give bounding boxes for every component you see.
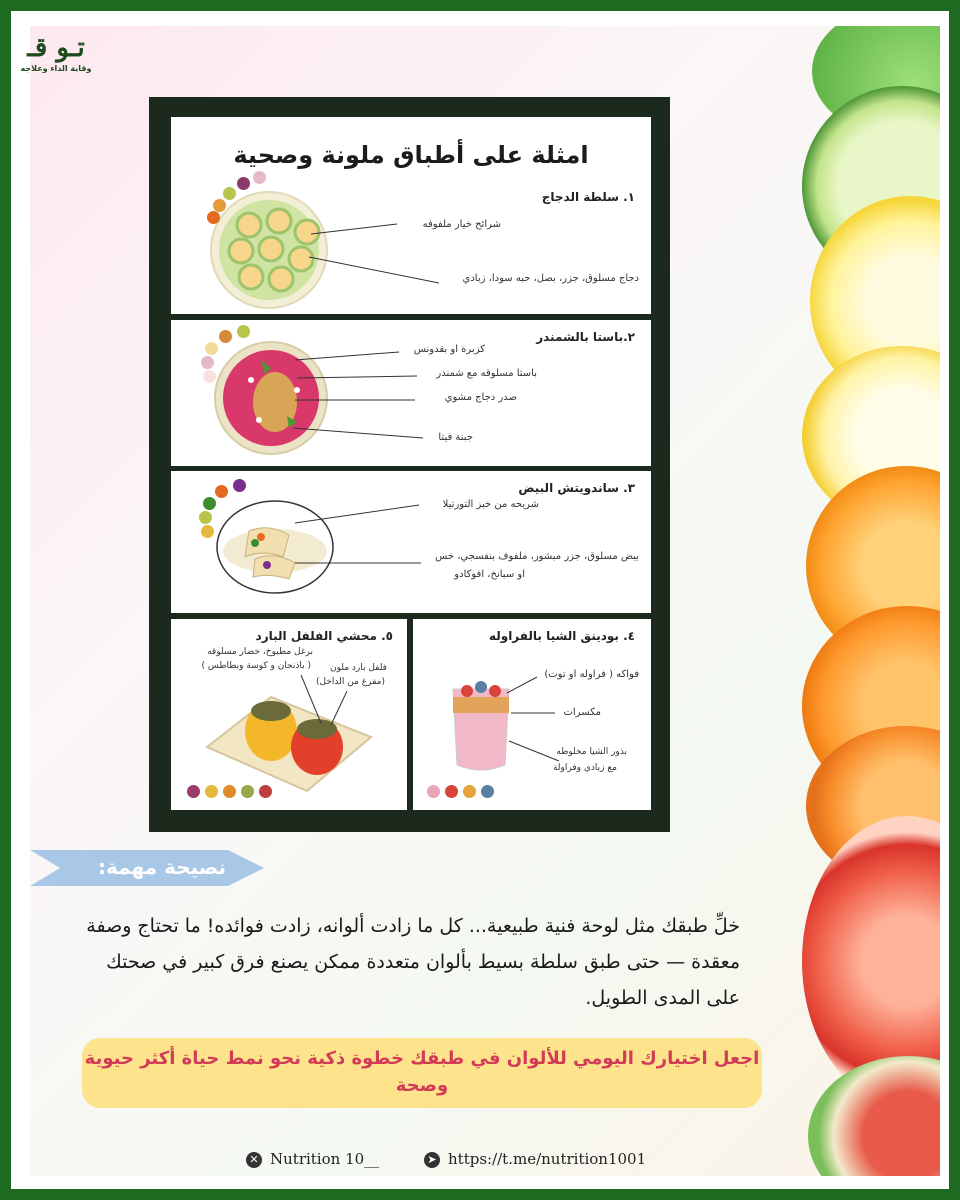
- color-dot: [203, 497, 216, 510]
- section-illustration: [413, 619, 651, 810]
- section-card-egg-sandwich: [171, 471, 651, 613]
- ingredient-label: كزبرة او بقدونس: [413, 344, 485, 355]
- tip-label-banner: [30, 850, 264, 886]
- section-illustration: [171, 471, 651, 613]
- ingredient-label: فواكه ( فراوله او توت): [544, 669, 639, 680]
- section-illustration: [171, 619, 407, 810]
- color-dot: [259, 785, 272, 798]
- section-card-beet-pasta: [171, 320, 651, 466]
- logo-mark: تـو قـ: [27, 33, 85, 63]
- ingredient-label: بيض مسلوق، جزر مبشور، ملفوف بنفسجي، خس: [435, 551, 639, 562]
- ingredient-label: جبنة فيتا: [438, 432, 473, 443]
- x-logo-icon: ✕: [246, 1152, 262, 1168]
- color-dot: [199, 511, 212, 524]
- infographic-title: امثلة على أطباق ملونة وصحية: [233, 141, 589, 169]
- ingredient-label: فلفل بارد ملون: [329, 663, 387, 673]
- section-title: ٣. ساندويتش البيض: [518, 481, 635, 495]
- color-dot: [237, 325, 250, 338]
- section-title: ٢.باستا بالشمندر: [536, 330, 635, 344]
- color-dot: [481, 785, 494, 798]
- section-card-stuffed-peppers: [171, 619, 407, 810]
- color-dot: [187, 785, 200, 798]
- brand-logo: [16, 34, 96, 73]
- section-illustration: [171, 117, 651, 314]
- color-dot: [463, 785, 476, 798]
- color-dot: [445, 785, 458, 798]
- ingredient-label: بذور الشيا مخلوطه: [556, 747, 627, 757]
- color-dot: [205, 785, 218, 798]
- telegram-icon: ➤: [424, 1152, 440, 1168]
- ingredient-label: شرائح خيار ملفوفه: [422, 219, 501, 230]
- color-dot: [237, 177, 250, 190]
- section-card-chia-pudding: [413, 619, 651, 810]
- color-dot: [427, 785, 440, 798]
- color-dot: [203, 370, 216, 383]
- section-card-chicken-salad: [171, 117, 651, 314]
- ingredient-label: مكسرات: [563, 707, 601, 718]
- fruit-slices-decoration: [802, 26, 940, 1176]
- color-dot: [201, 356, 214, 369]
- section-title: ١. سلطة الدجاج: [541, 190, 635, 204]
- ingredient-label: او سبانخ، افوكادو: [454, 569, 525, 580]
- ingredient-label: (مفرغ من الداخل): [316, 677, 385, 687]
- color-dot: [207, 211, 220, 224]
- tip-paragraph: خلِّ طبقك مثل لوحة فنية طبيعية... كل ما زادت ألوانه، زادت فوائده! ما تحتاج وصفة معقدة — حتى طبق سلطة بسيط بألوان متعددة ممكن يصنع فرق كبير في صحتك على المدى الطويل.: [86, 915, 740, 1009]
- color-dot: [201, 525, 214, 538]
- telegram-link-text: https://t.me/nutrition1001: [448, 1150, 647, 1168]
- tip-label: نصيحة مهمة:: [97, 855, 226, 879]
- color-dot: [215, 485, 228, 498]
- section-title: ٥. محشي الفلفل البارد: [255, 629, 393, 643]
- color-dot: [233, 479, 246, 492]
- color-dot: [223, 187, 236, 200]
- ingredient-label: باستا مسلوقه مع شمندر: [436, 368, 537, 379]
- color-dot: [205, 342, 218, 355]
- section-title: ٤. بودينق الشيا بالفراوله: [488, 629, 635, 643]
- color-dot: [253, 171, 266, 184]
- footer-x-handle[interactable]: [246, 1150, 379, 1168]
- ingredient-label: مع زبادي وفراولة: [552, 763, 617, 773]
- callout-box: [82, 1038, 762, 1108]
- color-dot: [219, 330, 232, 343]
- section-illustration: [171, 320, 651, 466]
- logo-tagline: وقاية الداء وعلاجه: [20, 64, 92, 73]
- color-dot: [213, 199, 226, 212]
- callout-text: اجعل اختيارك اليومي للألوان في طبقك خطوة ذكية نحو نمط حياة أكثر حيوية وصحة: [84, 1048, 760, 1096]
- watermelon-slice: [808, 1056, 940, 1176]
- color-dot: [223, 785, 236, 798]
- color-dot: [241, 785, 254, 798]
- infographic: [149, 97, 670, 832]
- x-handle-text: Nutrition 10__: [270, 1150, 380, 1168]
- ingredient-label: ( باذنجان و كوسة وبطاطس ): [201, 661, 311, 671]
- footer-telegram-link[interactable]: [424, 1150, 646, 1168]
- ingredient-label: برغل مطبوخ، خضار مسلوقه: [207, 647, 313, 657]
- ingredient-label: شريحه من خبز التورتيلا: [442, 499, 539, 510]
- ingredient-label: صدر دجاج مشوي: [444, 392, 517, 403]
- ingredient-label: دجاج مسلوق، جزر، بصل، حبه سودا، زبادي: [462, 273, 639, 284]
